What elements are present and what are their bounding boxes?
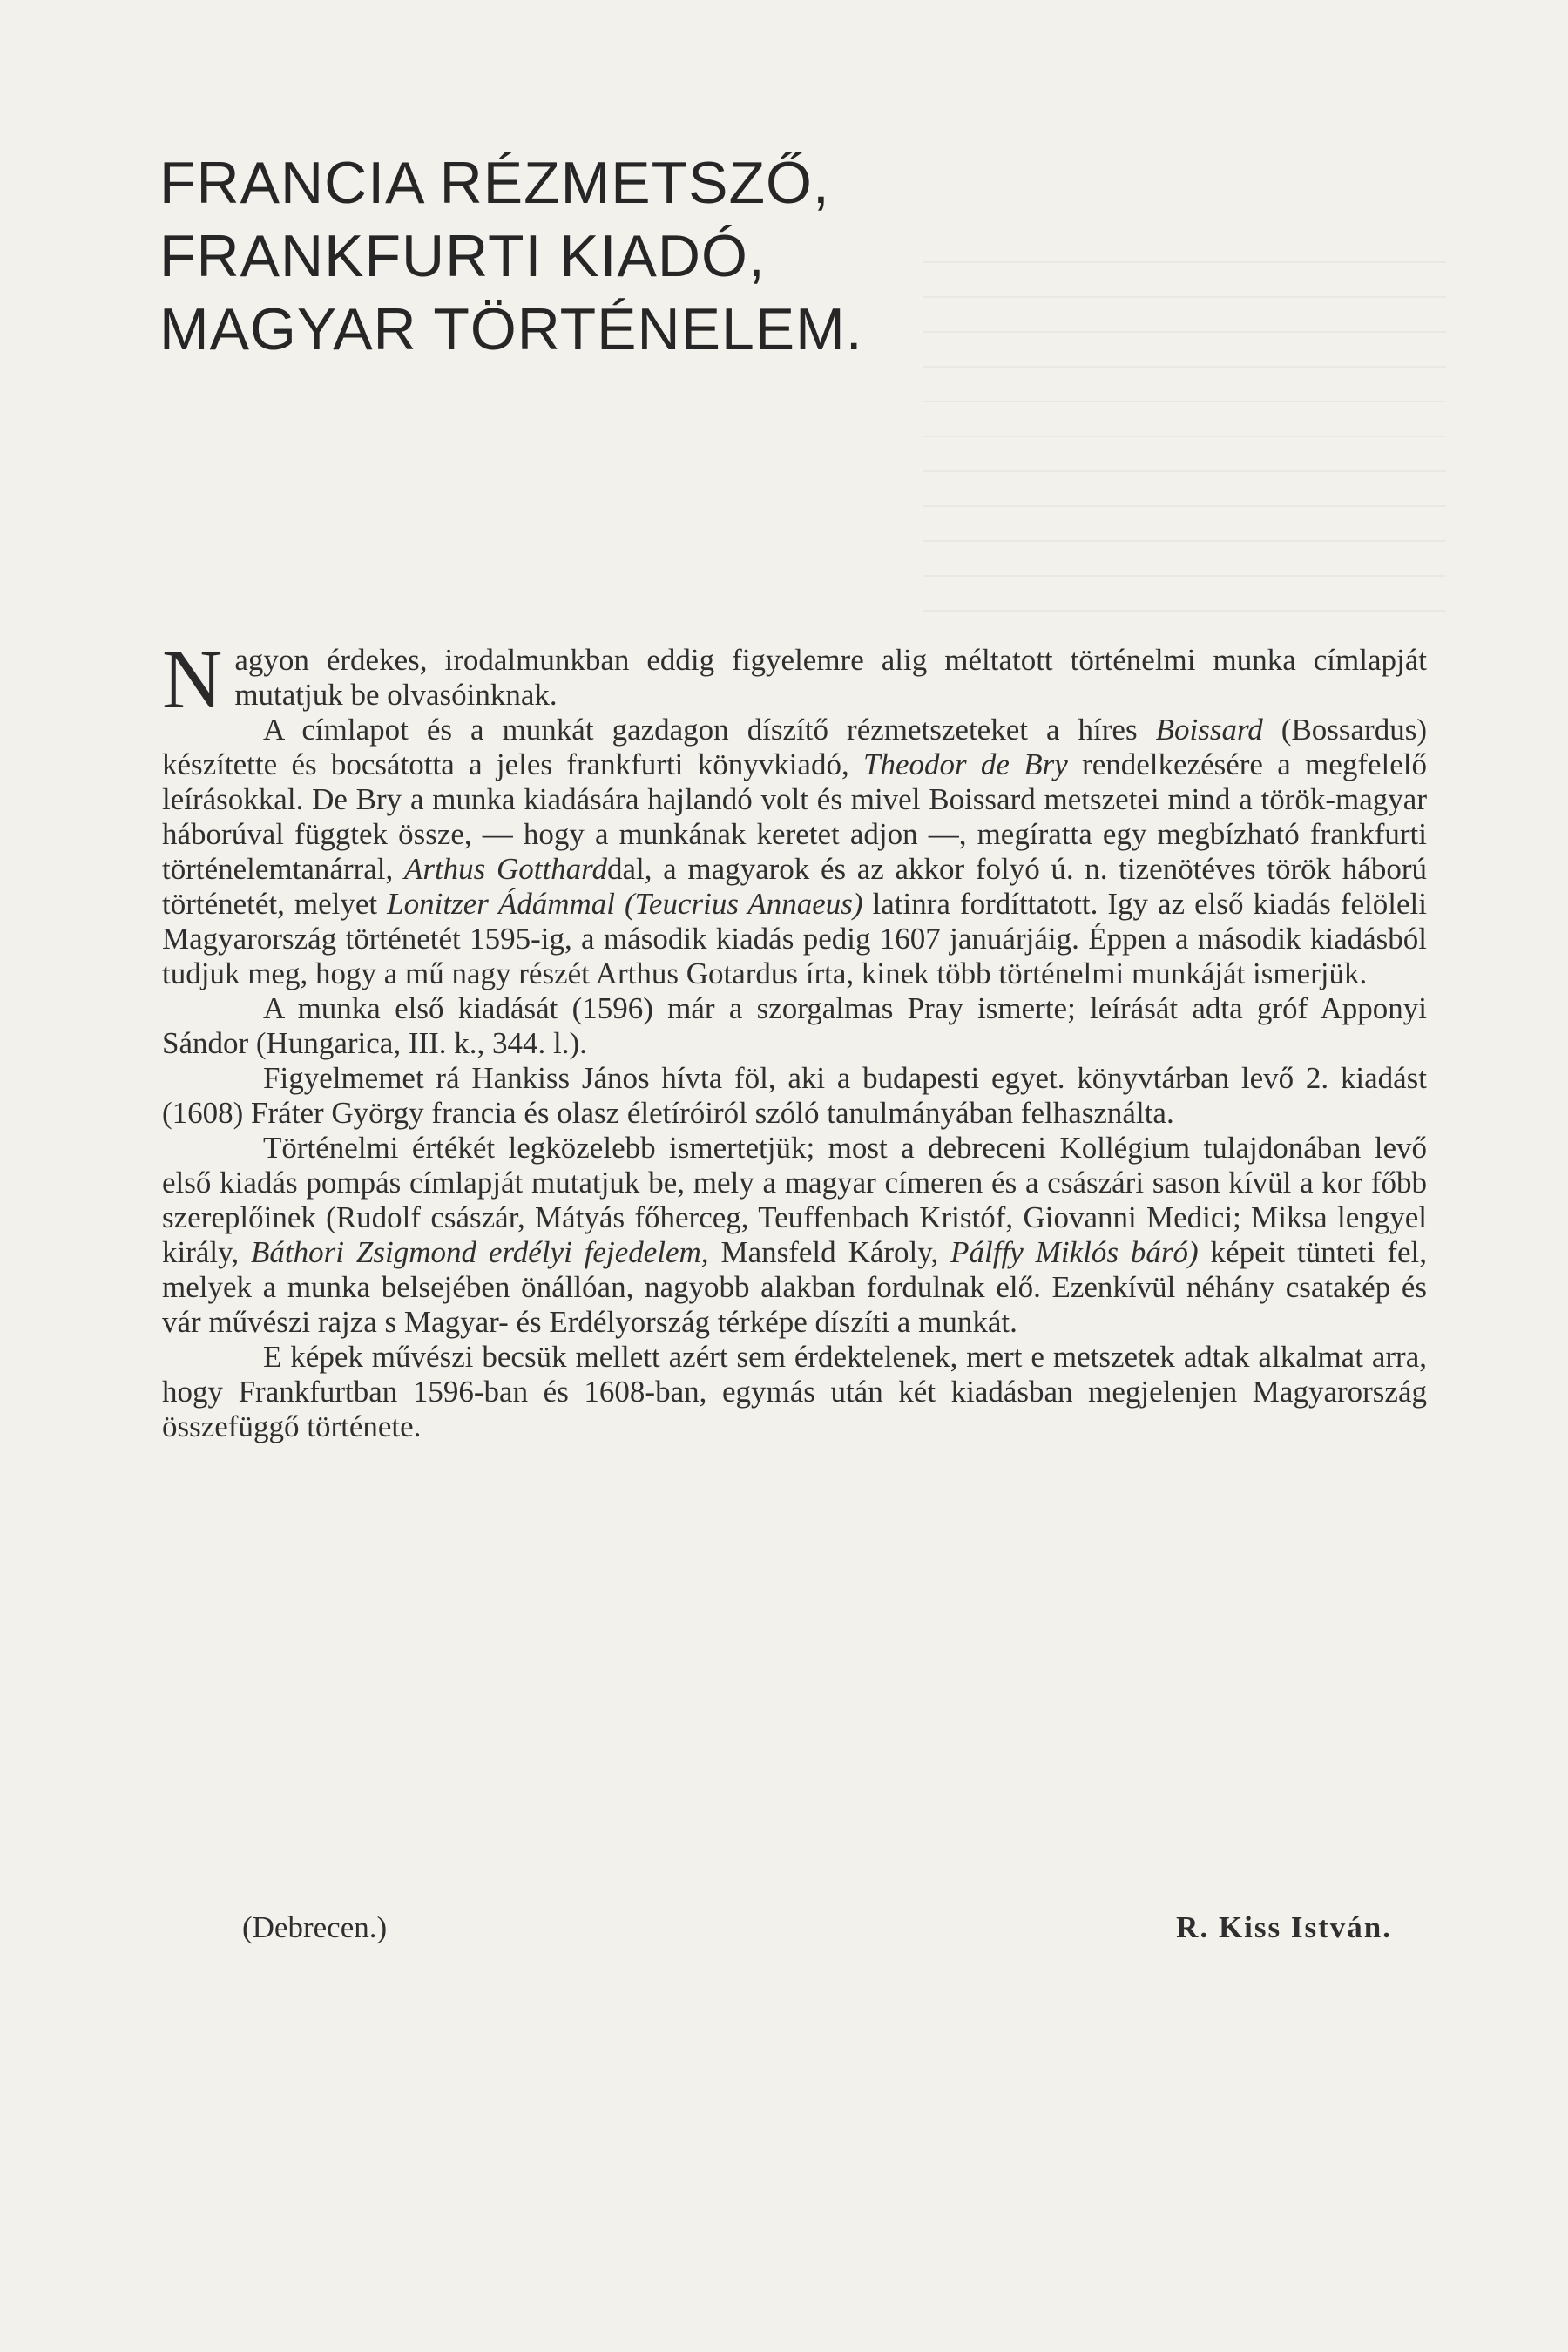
title-line-2: FRANKFURTI KIADÓ, [159, 223, 766, 289]
place-of-writing: (Debrecen.) [242, 1910, 388, 1944]
p2-text-e: latinra fordíttatott. Igy az első kiadás felöleli Magyarország történetét 1595-ig, a második kiadás pedig 1607 januárjáig. Éppen a második kiadásból tudjuk meg, hogy a mű nagy részét Arthus Gotardus írta, kinek több történelmi munkáját ismerjük. [162, 887, 1427, 990]
p2-text-c: rendelkezésére a megfelelő leírásokkal. De Bry a munka kiadására hajlandó volt és mivel Boissard metszetei mind a török-magyar háborúval függtek össze, — hogy a munkának keretet adjon —, megíratta egy megbízható frankfurti történelemtanárral, [162, 747, 1427, 886]
article-title [159, 146, 1031, 366]
name-boissard: Boissard [1155, 713, 1263, 747]
paragraph-1-text: agyon érdekes, irodalmunkban eddig figyelemre alig méltatott történelmi munka címlapját mutatjuk be olvasóinknak. [234, 643, 1427, 712]
p2-text-a: A címlapot és a munkát gazdagon díszítő rézmetszeteket a híres [263, 713, 1156, 747]
p5-text-c: képeit tünteti fel, melyek a munka belsejében önállóan, nagyobb alakban fordulnak elő. Ezenkívül néhány csatakép és vár művészi rajza s Magyar- és Erdélyország térképe díszíti a munkát. [162, 1235, 1428, 1339]
name-lonitzer: Lonitzer Ádámmal (Teucrius Annaeus) [387, 887, 863, 921]
paragraph-3: A munka első kiadását (1596) már a szorgalmas Pray ismerte; leírását adta gróf Apponyi Sándor (Hungarica, III. k., 344. l.). [162, 991, 1427, 1060]
name-theodor-de-bry: Theodor de Bry [863, 747, 1068, 781]
paragraph-6: E képek művészi becsük mellett azért sem érdektelenek, mert e metszetek adtak alkalmat arra, hogy Frankfurtban 1596-ban és 1608-ban, egymás után két kiadásban megjelenjen Magyarország összefüggő története. [162, 1340, 1427, 1443]
article-body [162, 632, 1428, 1444]
title-line-3: MAGYAR TÖRTÉNELEM. [159, 296, 863, 362]
name-bathori: Báthori Zsigmond erdélyi fejedelem, [251, 1235, 709, 1269]
paragraph-1 [162, 632, 1427, 726]
p5-text-a: Történelmi értékét legközelebb ismertetjük; most a debreceni Kollégium tulajdonában levő első kiadás pompás címlapját mutatjuk be, mely a magyar címeren és a császári sason kívül a kor főbb szereplőinek (Rudolf császár, Mátyás főherceg, Teuffenbach Kristóf, Giovanni Medici; Miksa lengyel király, [162, 1131, 1427, 1269]
p2-text-d: dal, a magyarok és az akkor folyó ú. n. tizenötéves török háború történetét, melyet [162, 852, 1427, 921]
name-arthus-gotthard: Arthus Gotthard [403, 852, 607, 886]
paragraph-2 [162, 713, 1427, 991]
p5-text-b: Mansfeld Károly, [708, 1235, 951, 1269]
paragraph-4: Figyelmemet rá Hankiss János hívta föl, aki a budapesti egyet. könyvtárban levő 2. kiadást (1608) Fráter György francia és olasz életíróiról szóló tanulmányában felhasználta. [162, 1061, 1427, 1130]
author-name: R. Kiss István. [1176, 1910, 1392, 1944]
name-palffy: Pálffy Miklós báró) [950, 1235, 1199, 1269]
p2-text-b: (Bossardus) készítette és bocsátotta a jeles frankfurti könyvkiadó, [162, 713, 1427, 781]
paragraph-5 [162, 1131, 1427, 1340]
title-line-1: FRANCIA RÉZMETSZŐ, [159, 150, 830, 216]
drop-cap: N [162, 632, 223, 726]
